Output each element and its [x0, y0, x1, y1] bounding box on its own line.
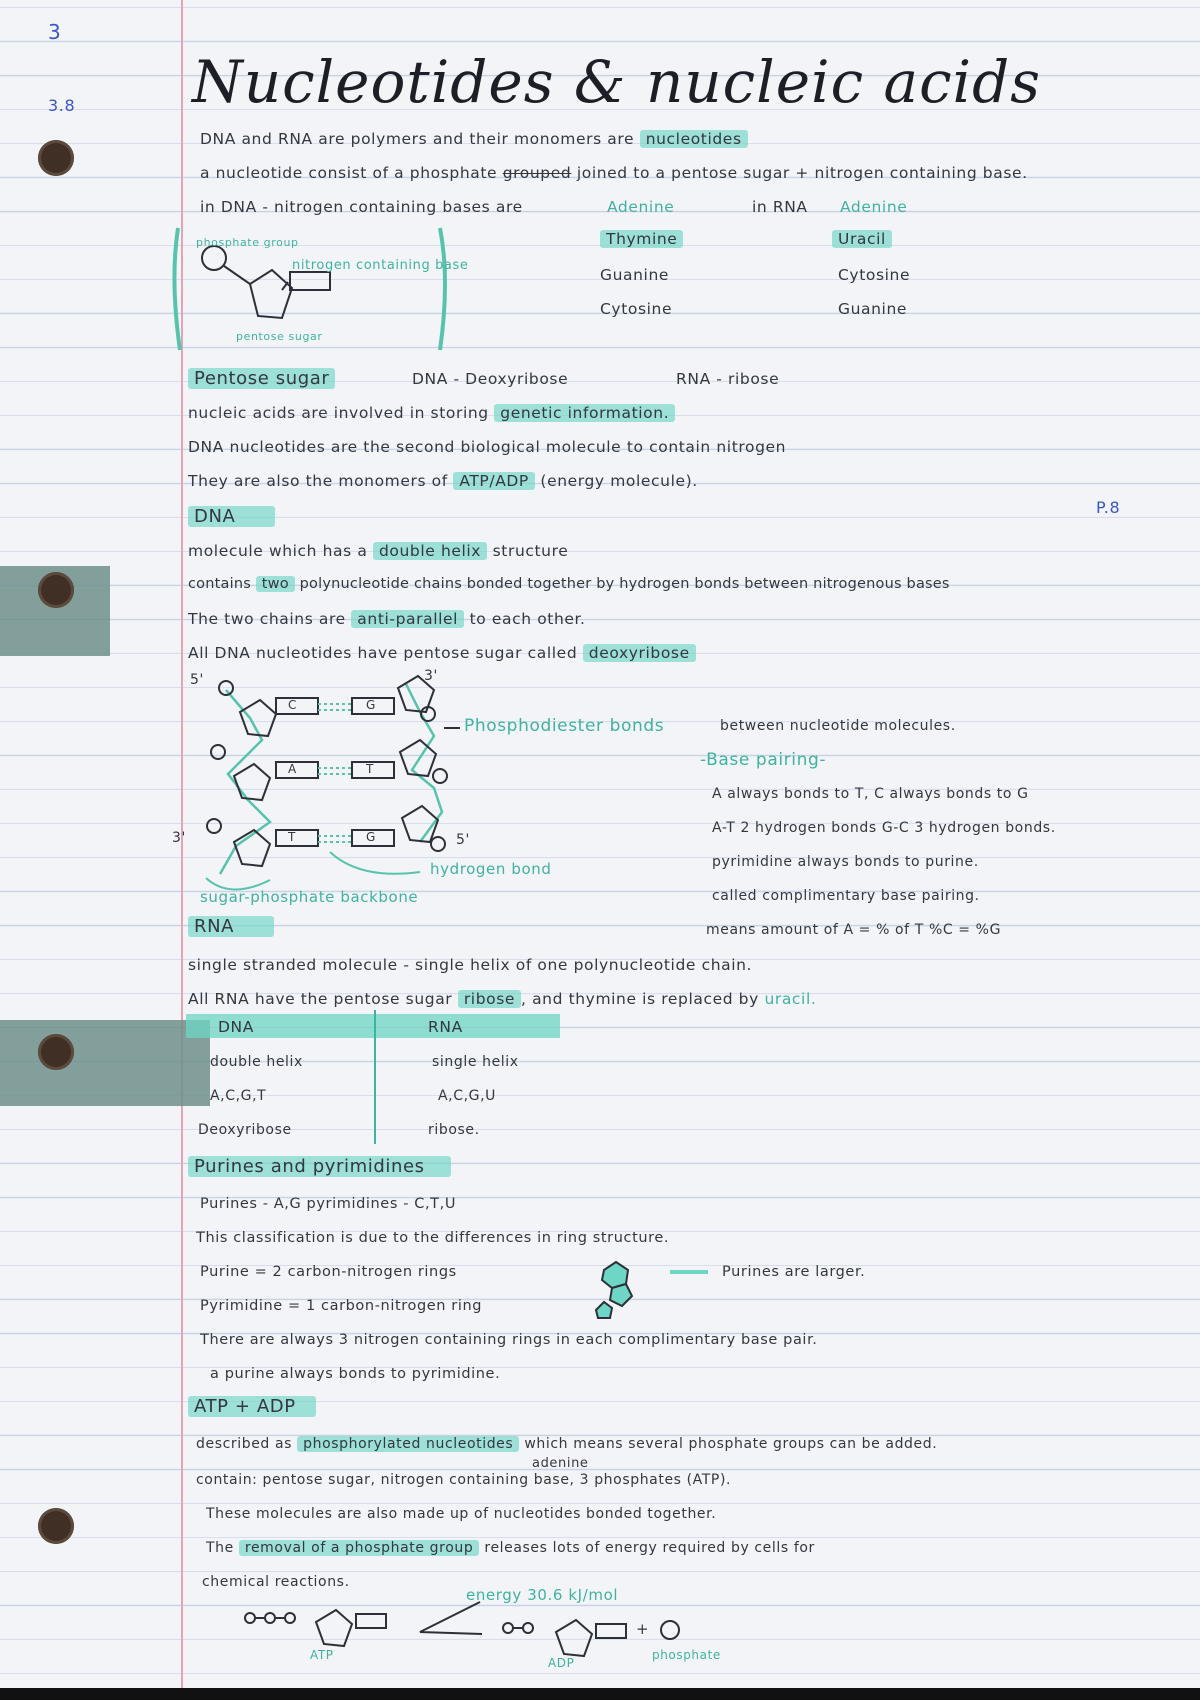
- ring-icons: [596, 1262, 632, 1318]
- page-number: 3: [48, 20, 62, 44]
- atp-label: ATP: [310, 1648, 334, 1662]
- pair-1-right: G: [366, 698, 376, 712]
- pentose-heading: Pentose sugar: [188, 368, 335, 389]
- rna-line-1: single stranded molecule - single helix of one polynucleotide chain.: [188, 956, 753, 974]
- atp-line-4: The removal of a phosphate group releases lots of energy required by cells for: [206, 1540, 815, 1556]
- table-divider: [374, 1010, 376, 1144]
- atp-line-1: described as phosphorylated nucleotides which means several phosphate groups can be added.: [196, 1436, 938, 1452]
- dna-bases-label: in DNA - nitrogen containing bases are: [200, 198, 523, 216]
- purines-line-4: Pyrimidine = 1 carbon-nitrogen ring: [200, 1298, 483, 1314]
- intro-line-1: DNA and RNA are polymers and their monomers are nucleotides: [200, 130, 748, 148]
- purines-line-3a: Purine = 2 carbon-nitrogen rings: [200, 1264, 457, 1280]
- diagram-sugar-label: pentose sugar: [236, 330, 323, 343]
- energy-label: energy 30.6 kJ/mol: [466, 1586, 619, 1604]
- dna-base-2: Thymine: [600, 230, 683, 248]
- dna-point-3: The two chains are anti-parallel to each other.: [188, 610, 586, 628]
- table-row-2-dna: A,C,G,T: [210, 1088, 267, 1104]
- plus-sign: +: [636, 1620, 650, 1638]
- purines-line-5: There are always 3 nitrogen containing rings in each complimentary base pair.: [200, 1332, 818, 1348]
- table-row-1-dna: double helix: [210, 1054, 303, 1070]
- strand-backbone-right: [398, 676, 447, 851]
- purines-line-6: a purine always bonds to pyrimidine.: [210, 1366, 501, 1382]
- dna-double-strand: [206, 676, 460, 890]
- rna-heading: RNA: [188, 916, 274, 937]
- hydrogen-bond-label: hydrogen bond: [430, 860, 552, 878]
- fact-3: They are also the monomers of ATP/ADP (energy molecule).: [188, 472, 698, 490]
- fact-2: DNA nucleotides are the second biological molecule to contain nitrogen: [188, 438, 787, 456]
- phosphate-label: phosphate: [652, 1648, 721, 1662]
- base-rule-4: called complimentary base pairing.: [712, 888, 980, 904]
- diagram-phosphate-label: phosphate group: [196, 236, 299, 249]
- rna-line-2: All RNA have the pentose sugar ribose , and thymine is replaced by uracil.: [188, 990, 817, 1008]
- table-row-3-rna: ribose.: [428, 1122, 480, 1138]
- atp-heading: ATP + ADP: [188, 1396, 316, 1417]
- table-row-2-rna: A,C,G,U: [438, 1088, 496, 1104]
- corner-mark: P.8: [1096, 498, 1121, 517]
- pair-3-right: G: [366, 830, 376, 844]
- base-rule-3: pyrimidine always bonds to purine.: [712, 854, 979, 870]
- table-header-dna: DNA: [218, 1018, 254, 1036]
- purines-heading: Purines and pyrimidines: [188, 1156, 451, 1177]
- rna-base-1: Adenine: [840, 198, 908, 216]
- atp-line-3: These molecules are also made up of nucleotides bonded together.: [206, 1506, 717, 1522]
- atp-line-2: contain: pentose sugar, nitrogen containing base, 3 phosphates (ATP).: [196, 1472, 732, 1488]
- table-row-1-rna: single helix: [432, 1054, 519, 1070]
- pentose-dna: DNA - Deoxyribose: [412, 370, 569, 388]
- adenine-note: adenine: [532, 1456, 589, 1471]
- five-prime-top: 5': [190, 672, 204, 688]
- purines-line-3b: Purines are larger.: [722, 1264, 866, 1280]
- dna-point-1: molecule which has a double helix structure: [188, 542, 569, 560]
- rna-base-3: Cytosine: [838, 266, 911, 284]
- phosphodiester-note: between nucleotide molecules.: [720, 718, 956, 734]
- pair-1-left: C: [288, 698, 297, 712]
- three-prime-top: 3': [424, 668, 438, 684]
- adp-label: ADP: [548, 1656, 575, 1670]
- dna-base-4: Cytosine: [600, 300, 673, 318]
- rna-base-4: Guanine: [838, 300, 908, 318]
- table-row-3-dna: Deoxyribose: [198, 1122, 292, 1138]
- pair-2-left: A: [288, 762, 297, 776]
- page-title: Nucleotides & nucleic acids: [192, 48, 1041, 116]
- phosphodiester-label: Phosphodiester bonds: [464, 716, 665, 736]
- dna-point-2: contains two polynucleotide chains bonded together by hydrogen bonds between nitrogenous bases: [188, 576, 950, 592]
- dna-base-3: Guanine: [600, 266, 670, 284]
- intro-line-2: a nucleotide consist of a phosphate grouped joined to a pentose sugar + nitrogen containing base.: [200, 164, 1028, 182]
- base-rule-5: means amount of A = % of T %C = %G: [706, 922, 1002, 938]
- rna-bases-label: in RNA: [752, 198, 808, 216]
- base-rule-1: A always bonds to T, C always bonds to G: [712, 786, 1029, 802]
- three-prime-bottom: 3': [172, 830, 186, 846]
- pair-2-right: T: [366, 762, 374, 776]
- dna-heading: DNA: [188, 506, 275, 527]
- base-rule-2: A-T 2 hydrogen bonds G-C 3 hydrogen bonds.: [712, 820, 1056, 836]
- five-prime-bottom: 5': [456, 832, 470, 848]
- dna-base-1: Adenine: [607, 198, 675, 216]
- purines-line-2: This classification is due to the differences in ring structure.: [196, 1230, 670, 1246]
- rna-base-2: Uracil: [832, 230, 892, 248]
- base-pairing-heading: -Base pairing-: [700, 750, 827, 770]
- fact-1: nucleic acids are involved in storing genetic information.: [188, 404, 675, 422]
- diagram-base-label: nitrogen containing base: [292, 258, 469, 273]
- pentose-rna: RNA - ribose: [676, 370, 780, 388]
- purines-line-1: Purines - A,G pyrimidines - C,T,U: [200, 1196, 457, 1212]
- pair-3-left: T: [288, 830, 296, 844]
- section-number: 3.8: [48, 96, 76, 115]
- atp-line-5: chemical reactions.: [202, 1574, 350, 1590]
- table-header-rna: RNA: [428, 1018, 463, 1036]
- backbone-label: sugar-phosphate backbone: [200, 888, 419, 906]
- dna-point-4: All DNA nucleotides have pentose sugar called deoxyribose: [188, 644, 696, 662]
